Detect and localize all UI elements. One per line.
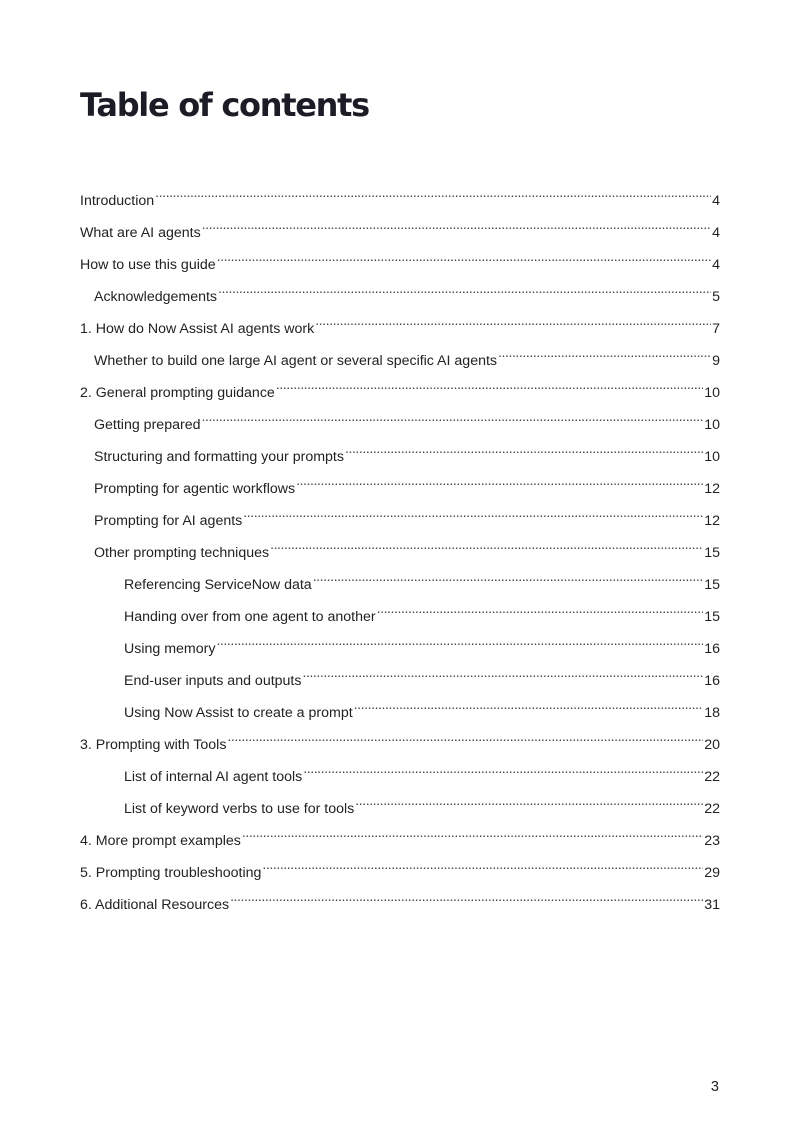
toc-entry-label: 1. How do Now Assist AI agents work (80, 321, 315, 337)
toc-entry-page-number: 22 (704, 769, 720, 785)
toc-entry[interactable] (80, 373, 720, 405)
toc-list (80, 181, 720, 917)
toc-dot-leader (344, 437, 703, 461)
toc-entry-label: Using memory (124, 641, 216, 657)
toc-entry[interactable] (80, 533, 720, 565)
toc-entry-page-number: 15 (704, 545, 720, 561)
toc-dot-leader (216, 245, 711, 269)
page-title: Table of contents (80, 86, 369, 124)
toc-entry-page-number: 4 (712, 193, 720, 209)
toc-dot-leader (497, 341, 711, 365)
toc-entry-page-number: 16 (704, 673, 720, 689)
toc-entry-page-number: 4 (712, 225, 720, 241)
toc-entry[interactable] (80, 245, 720, 277)
toc-dot-leader (354, 789, 703, 813)
toc-dot-leader (229, 885, 703, 909)
toc-entry-label: 2. General prompting guidance (80, 385, 275, 401)
toc-entry-page-number: 16 (704, 641, 720, 657)
toc-dot-leader (314, 309, 711, 333)
toc-entry-label: Introduction (80, 193, 155, 209)
toc-entry-label: Using Now Assist to create a prompt (124, 705, 353, 721)
toc-entry-page-number: 15 (704, 609, 720, 625)
toc-entry[interactable] (80, 565, 720, 597)
toc-dot-leader (295, 469, 703, 493)
toc-dot-leader (241, 821, 703, 845)
toc-dot-leader (301, 661, 703, 685)
toc-entry-page-number: 15 (704, 577, 720, 593)
toc-entry-page-number: 10 (704, 417, 720, 433)
toc-entry-page-number: 12 (704, 481, 720, 497)
toc-dot-leader (217, 277, 711, 301)
toc-entry-page-number: 29 (704, 865, 720, 881)
toc-entry[interactable] (80, 405, 720, 437)
toc-dot-leader (261, 853, 703, 877)
toc-entry[interactable] (80, 821, 720, 853)
toc-entry[interactable] (80, 469, 720, 501)
toc-dot-leader (215, 629, 703, 653)
toc-entry-page-number: 20 (704, 737, 720, 753)
toc-entry[interactable] (80, 213, 720, 245)
toc-entry-label: Acknowledgements (94, 289, 218, 305)
toc-dot-leader (242, 501, 703, 525)
toc-entry-page-number: 10 (704, 385, 720, 401)
toc-dot-leader (312, 565, 704, 589)
toc-dot-leader (353, 693, 704, 717)
toc-entry-label: Referencing ServiceNow data (124, 577, 312, 593)
toc-entry-page-number: 23 (704, 833, 720, 849)
toc-entry-page-number: 31 (704, 897, 720, 913)
toc-entry-label: End-user inputs and outputs (124, 673, 302, 689)
toc-dot-leader (302, 757, 703, 781)
toc-entry[interactable] (80, 181, 720, 213)
toc-entry[interactable] (80, 661, 720, 693)
toc-entry[interactable] (80, 501, 720, 533)
toc-entry[interactable] (80, 885, 720, 917)
toc-entry-label: Prompting for AI agents (94, 513, 243, 529)
toc-dot-leader (201, 213, 711, 237)
toc-dot-leader (275, 373, 703, 397)
toc-entry[interactable] (80, 629, 720, 661)
toc-entry-label: Structuring and formatting your prompts (94, 449, 344, 465)
toc-entry-label: Handing over from one agent to another (124, 609, 376, 625)
toc-entry-page-number: 22 (704, 801, 720, 817)
toc-entry-label: 5. Prompting troubleshooting (80, 865, 262, 881)
toc-entry-label: Other prompting techniques (94, 545, 270, 561)
toc-entry-label: Whether to build one large AI agent or several specific AI agents (94, 353, 498, 369)
toc-dot-leader (269, 533, 703, 557)
toc-entry-page-number: 9 (712, 353, 720, 369)
toc-entry-label: 3. Prompting with Tools (80, 737, 227, 753)
toc-entry[interactable] (80, 853, 720, 885)
toc-entry[interactable] (80, 789, 720, 821)
toc-entry[interactable] (80, 309, 720, 341)
toc-entry-page-number: 12 (704, 513, 720, 529)
toc-entry[interactable] (80, 341, 720, 373)
toc-dot-leader (226, 725, 703, 749)
toc-entry-page-number: 5 (712, 289, 720, 305)
toc-entry-label: List of internal AI agent tools (124, 769, 303, 785)
toc-entry[interactable] (80, 277, 720, 309)
toc-entry[interactable] (80, 693, 720, 725)
toc-entry-page-number: 4 (712, 257, 720, 273)
toc-entry-label: Prompting for agentic workflows (94, 481, 296, 497)
toc-entry[interactable] (80, 725, 720, 757)
toc-entry[interactable] (80, 597, 720, 629)
toc-entry-label: 6. Additional Resources (80, 897, 230, 913)
toc-entry-page-number: 7 (712, 321, 720, 337)
page-number: 3 (710, 1079, 719, 1095)
toc-entry-label: Getting prepared (94, 417, 201, 433)
toc-entry-label: How to use this guide (80, 257, 216, 273)
toc-entry[interactable] (80, 757, 720, 789)
toc-dot-leader (376, 597, 704, 621)
toc-dot-leader (154, 181, 711, 205)
toc-entry-page-number: 10 (704, 449, 720, 465)
toc-dot-leader (200, 405, 703, 429)
toc-entry-label: 4. More prompt examples (80, 833, 241, 849)
toc-entry-label: List of keyword verbs to use for tools (124, 801, 355, 817)
toc-entry-page-number: 18 (704, 705, 720, 721)
toc-entry[interactable] (80, 437, 720, 469)
toc-entry-label: What are AI agents (80, 225, 201, 241)
